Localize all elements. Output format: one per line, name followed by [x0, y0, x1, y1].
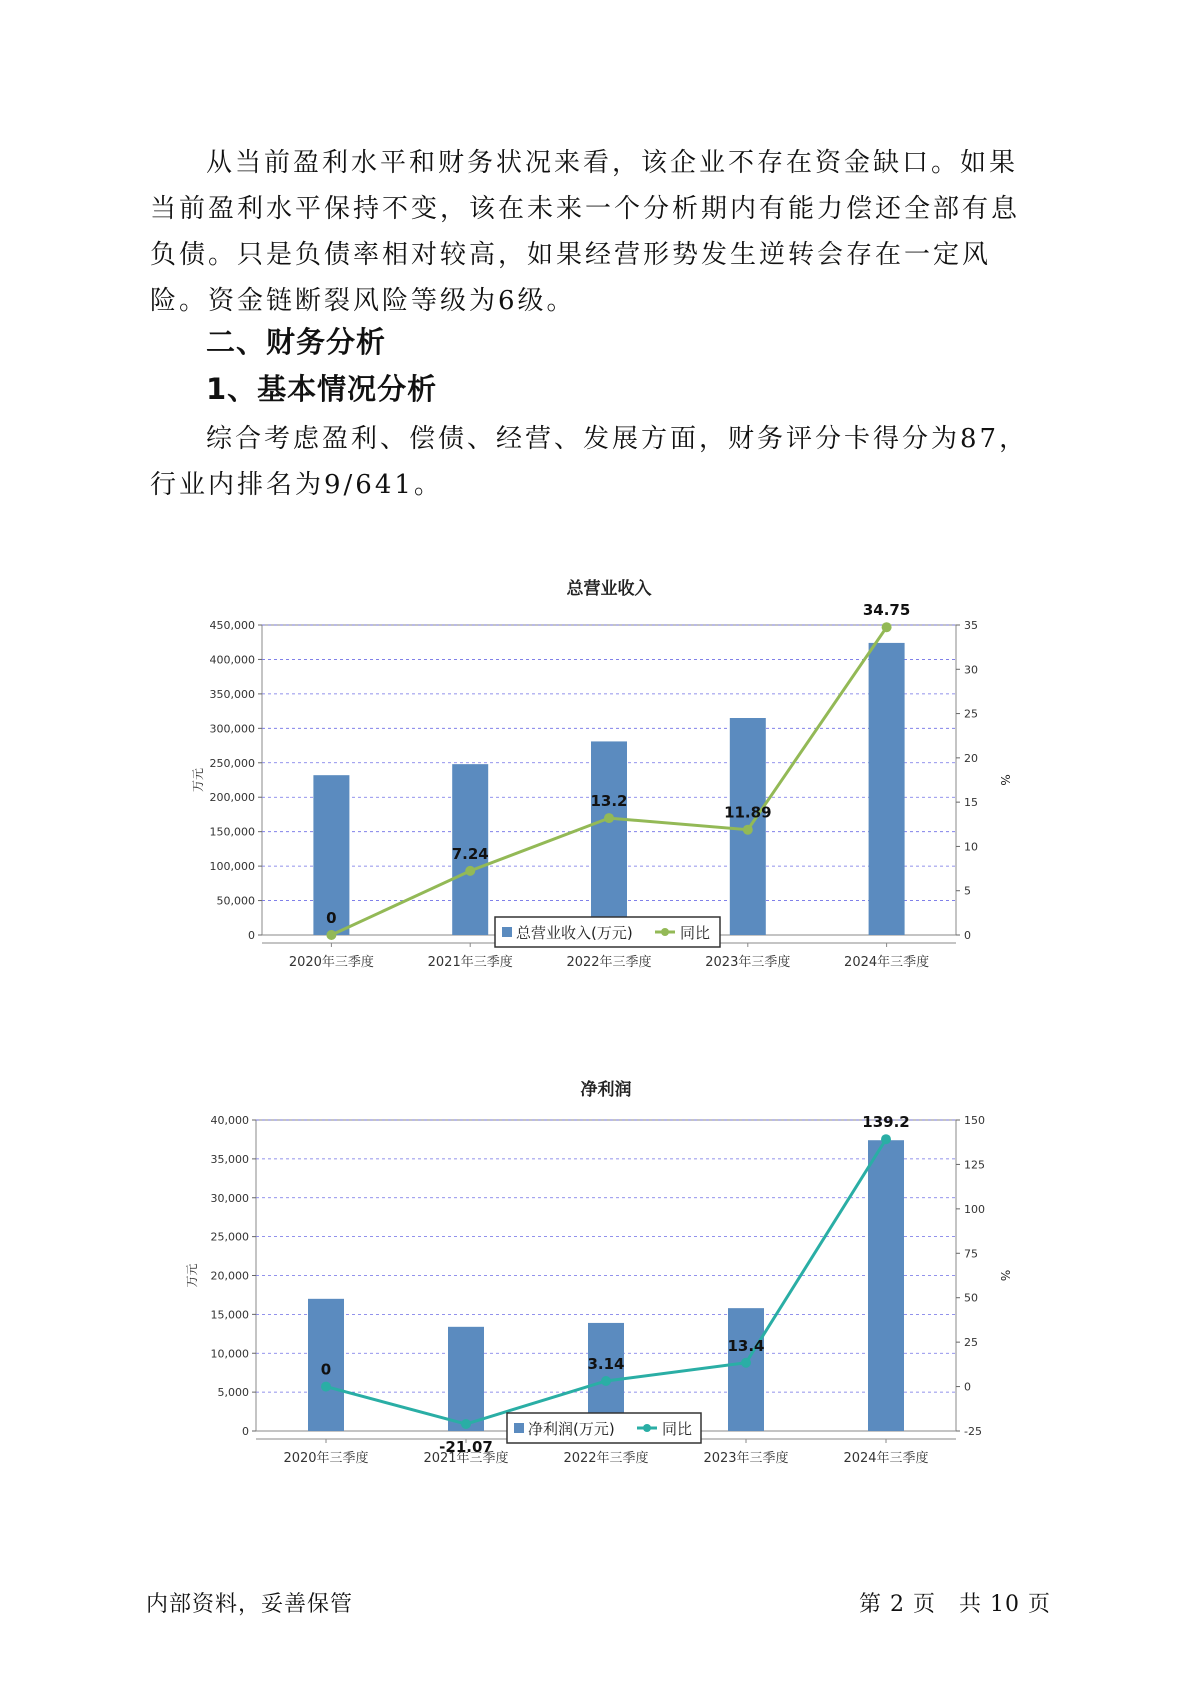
net-profit-chart: [0, 985, 1191, 1515]
legend-bar-label: 总营业收入(万元): [516, 924, 633, 942]
y-axis-title: 万元: [185, 1263, 199, 1288]
y2-tick-label: 35: [964, 619, 978, 632]
yoy-point: [743, 825, 753, 835]
x-tick-label: 2021年三季度: [423, 1451, 509, 1466]
yoy-point: [741, 1358, 751, 1368]
y2-tick-label: 0: [964, 929, 971, 942]
y-tick-label: 20,000: [210, 1269, 249, 1283]
x-tick-label: 2020年三季度: [283, 1451, 369, 1466]
yoy-data-label: 11.89: [724, 803, 772, 822]
yoy-point: [601, 1376, 611, 1386]
y2-tick-label: 100: [964, 1202, 985, 1216]
y-tick-label: 40,000: [210, 1114, 249, 1127]
y2-tick-label: 20: [964, 751, 978, 765]
subsection-heading: 1、基本情况分析: [206, 372, 438, 406]
y-tick-label: 10,000: [210, 1347, 249, 1361]
yoy-data-label: -21.07: [439, 1438, 493, 1457]
y-tick-label: 250,000: [209, 756, 255, 770]
x-tick-label: 2023年三季度: [703, 1451, 789, 1466]
y-tick-label: 35,000: [210, 1152, 249, 1166]
yoy-point: [881, 1134, 891, 1144]
legend-bar-swatch: [514, 1423, 524, 1433]
yoy-data-label: 0: [320, 1360, 332, 1379]
yoy-point: [461, 1419, 471, 1429]
yoy-data-label: 34.75: [862, 601, 911, 620]
legend-bar-label: 净利润(万元): [528, 1420, 615, 1438]
y-tick-label: 200,000: [209, 791, 255, 805]
y-tick-label: 400,000: [209, 653, 255, 667]
x-tick-label: 2023年三季度: [705, 955, 791, 970]
y2-tick-label: 10: [964, 840, 978, 854]
yoy-point: [326, 930, 336, 940]
yoy-point: [604, 813, 614, 823]
y2-tick-label: 125: [964, 1158, 985, 1172]
net-profit-chart-svg: [0, 985, 1191, 1515]
legend-line-marker: [643, 1424, 651, 1432]
revenue-chart-svg: [0, 520, 1191, 1035]
paragraph-risk-summary-text: 从当前盈利水平和财务状况来看，该企业不存在资金缺口。如果当前盈利水平保持不变，该在未来一个分析期内有能力偿还全部有息负债。只是负债率相对较高，如果经营形势发生逆转会存在一定风险。资金链断裂风险等级为6级。: [150, 148, 1021, 316]
legend-line-label: 同比: [662, 1420, 693, 1438]
yoy-data-label: 13.2: [590, 792, 628, 811]
yoy-point: [882, 622, 892, 632]
y-tick-label: 5,000: [217, 1386, 249, 1400]
legend-line-marker: [661, 928, 669, 936]
y-tick-label: 0: [248, 929, 255, 942]
x-tick-label: 2024年三季度: [843, 1451, 929, 1466]
bar: [868, 1140, 904, 1431]
y2-tick-label: 25: [964, 1336, 978, 1350]
footer-confidential-note: 内部资料，妥善保管: [146, 1592, 354, 1617]
paragraph-score-summary: [150, 416, 1042, 508]
x-tick-label: 2022年三季度: [563, 1451, 649, 1466]
y2-tick-label: 50: [964, 1291, 978, 1305]
y2-tick-label: 0: [964, 1380, 971, 1394]
bar: [869, 643, 905, 935]
y2-tick-label: -25: [964, 1425, 982, 1438]
yoy-data-label: 7.24: [451, 844, 489, 863]
footer-page-number: 第 2 页 共 10 页: [859, 1592, 1051, 1617]
y-tick-label: 350,000: [209, 687, 255, 701]
y2-tick-label: 15: [964, 796, 978, 810]
y2-tick-label: 150: [964, 1114, 985, 1127]
chart-title: 净利润: [580, 1080, 632, 1100]
y2-tick-label: 75: [964, 1247, 978, 1261]
paragraph-risk-summary: [150, 140, 1042, 324]
y-tick-label: 300,000: [209, 722, 255, 736]
y2-axis-title: %: [998, 774, 1012, 786]
y2-tick-label: 30: [964, 663, 978, 677]
y-tick-label: 30,000: [210, 1191, 249, 1205]
section-heading: 二、财务分析: [206, 325, 387, 359]
bar: [448, 1327, 484, 1431]
yoy-point: [321, 1382, 331, 1392]
x-tick-label: 2022年三季度: [566, 955, 652, 970]
x-tick-label: 2021年三季度: [427, 955, 513, 970]
yoy-data-label: 139.2: [862, 1113, 910, 1132]
x-tick-label: 2024年三季度: [844, 955, 930, 970]
y2-axis-title: %: [998, 1269, 1012, 1282]
bar: [591, 741, 627, 935]
legend-line-label: 同比: [680, 924, 711, 942]
chart-title: 总营业收入: [566, 579, 652, 599]
y-tick-label: 150,000: [209, 825, 255, 839]
y-axis-title: 万元: [191, 767, 205, 793]
yoy-data-label: 3.14: [587, 1354, 625, 1373]
y-tick-label: 0: [242, 1425, 249, 1438]
y-tick-label: 25,000: [210, 1230, 249, 1244]
y2-tick-label: 5: [964, 884, 971, 898]
yoy-point: [465, 866, 475, 876]
x-tick-label: 2020年三季度: [288, 955, 374, 970]
y-tick-label: 15,000: [210, 1308, 249, 1322]
y-tick-label: 50,000: [216, 894, 255, 908]
bar: [728, 1308, 764, 1431]
yoy-data-label: 13.4: [727, 1336, 765, 1355]
yoy-data-label: 0: [326, 909, 337, 927]
legend-bar-swatch: [502, 927, 512, 937]
y-tick-label: 450,000: [209, 619, 255, 632]
y2-tick-label: 25: [964, 707, 978, 721]
paragraph-score-summary-text: 综合考虑盈利、偿债、经营、发展方面，财务评分卡得分为87，行业内排名为9/641。: [150, 424, 1029, 500]
revenue-chart: [0, 520, 1191, 1035]
y-tick-label: 100,000: [209, 860, 255, 874]
